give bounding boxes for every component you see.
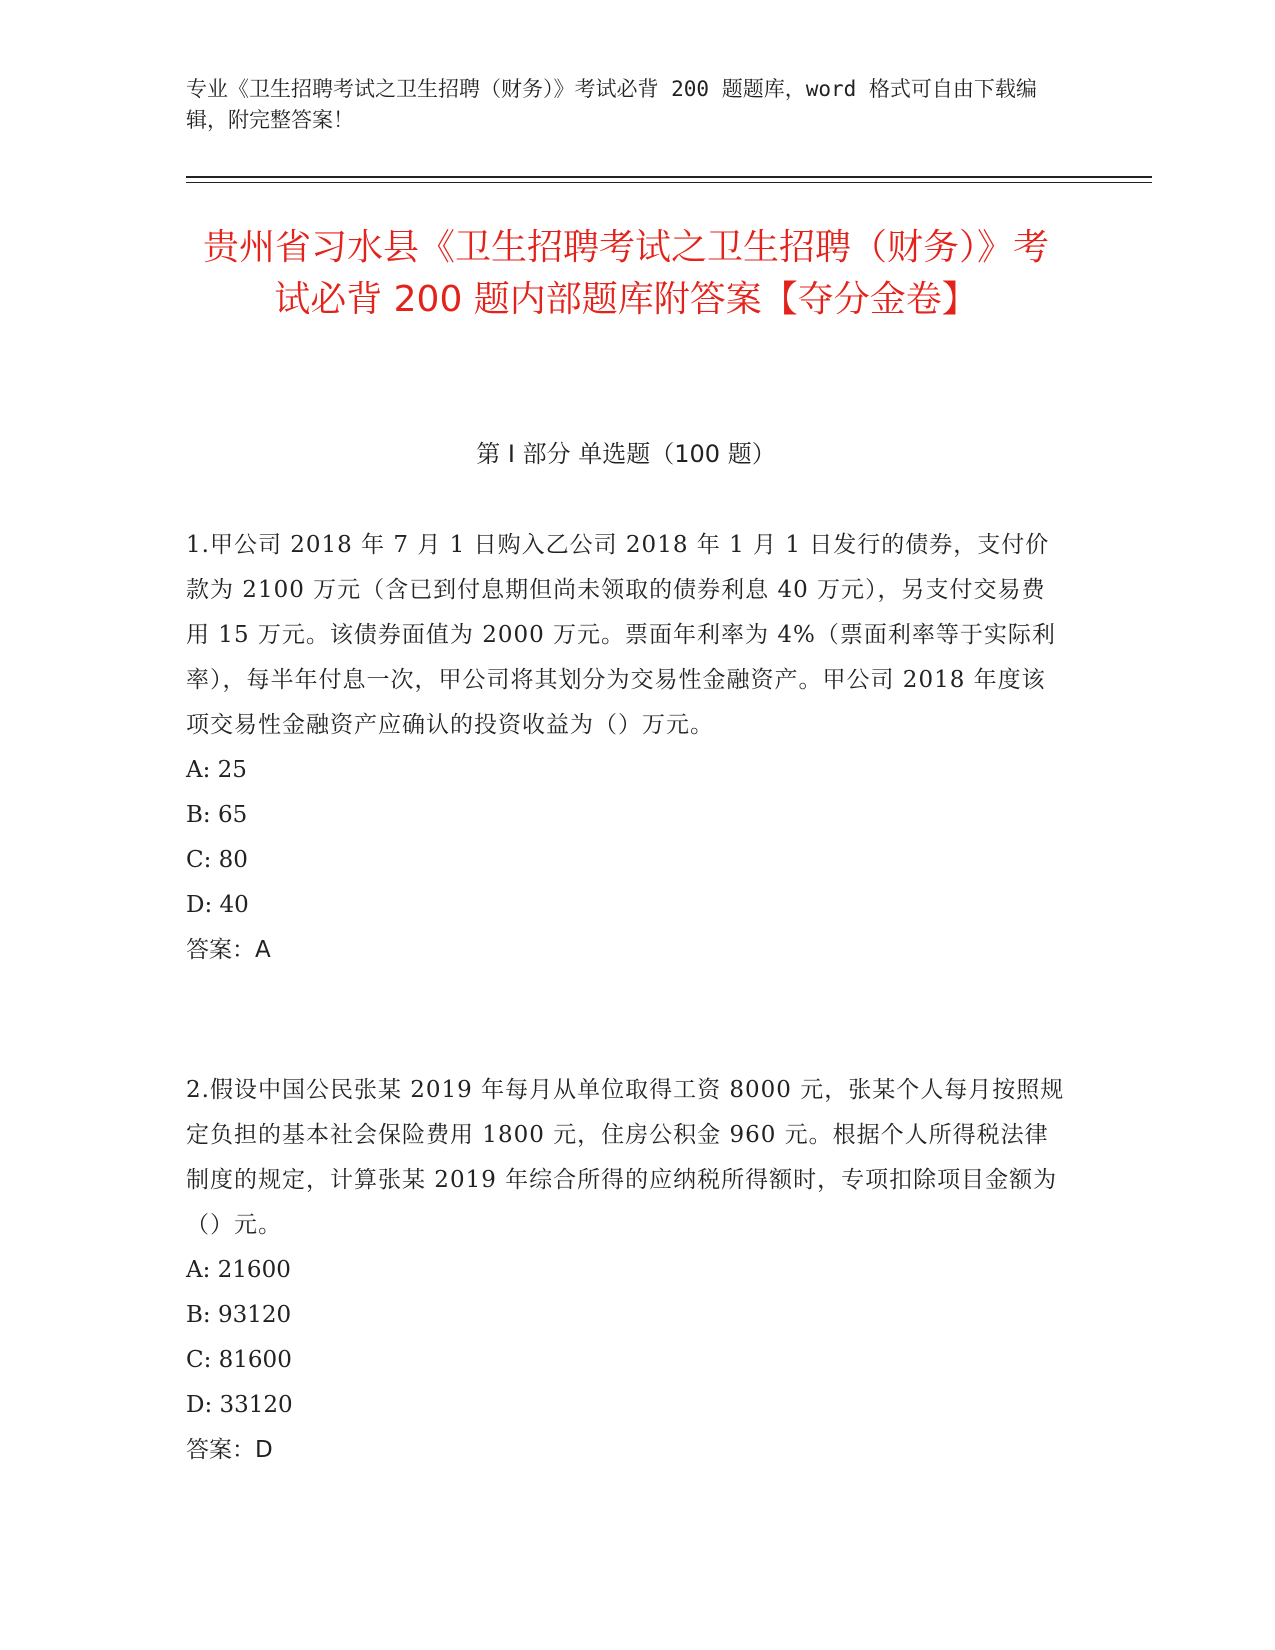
question-2 bbox=[186, 1068, 1066, 1473]
option-a: A: 25 bbox=[186, 757, 247, 783]
document-title: 贵州省习水县《卫生招聘考试之卫生招聘（财务）》考试必背 200 题内部题库附答案【夺分金卷】 bbox=[202, 227, 1049, 320]
question-stem: 2.假设中国公民张某 2019 年每月从单位取得工资 8000 元，张某个人每月按照规定负担的基本社会保险费用 1800 元，住房公积金 960 元。根据个人所得税法律制度的规定，计算张某 2019 年综合所得的应纳税所得额时，专项扣除项目金额为（）元。 bbox=[186, 1077, 1065, 1238]
option-d: D: 40 bbox=[186, 892, 249, 918]
option-c: C: 81600 bbox=[186, 1347, 292, 1373]
section-title: 第 I 部分 单选题（100 题） bbox=[476, 440, 776, 468]
answer-line: 答案：A bbox=[186, 937, 271, 963]
header-divider-thick bbox=[186, 176, 1152, 178]
answer-line: 答案：D bbox=[186, 1437, 273, 1463]
question-stem: 1.甲公司 2018 年 7 月 1 日购入乙公司 2018 年 1 月 1 日发行的债券，支付价款为 2100 万元（含已到付息期但尚未领取的债券利息 40 万元），另支付交易费用 15 万元。该债券面值为 2000 万元。票面年利率为 4%（票面利率等于实际利率），每半年付息一次，甲公司将其划分为交易性金融资产。甲公司 2018 年度该项交易性金融资产应确认的投资收益为（）万元。 bbox=[186, 532, 1056, 738]
option-a: A: 21600 bbox=[186, 1257, 291, 1283]
option-d: D: 33120 bbox=[186, 1392, 293, 1418]
header-note: 专业《卫生招聘考试之卫生招聘（财务）》考试必背 200 题题库，word 格式可自由下载编辑，附完整答案！ bbox=[186, 77, 1037, 132]
option-b: B: 93120 bbox=[186, 1302, 292, 1328]
option-c: C: 80 bbox=[186, 847, 248, 873]
header-divider-thin bbox=[186, 182, 1152, 183]
question-1 bbox=[186, 523, 1066, 973]
option-b: B: 65 bbox=[186, 802, 248, 828]
